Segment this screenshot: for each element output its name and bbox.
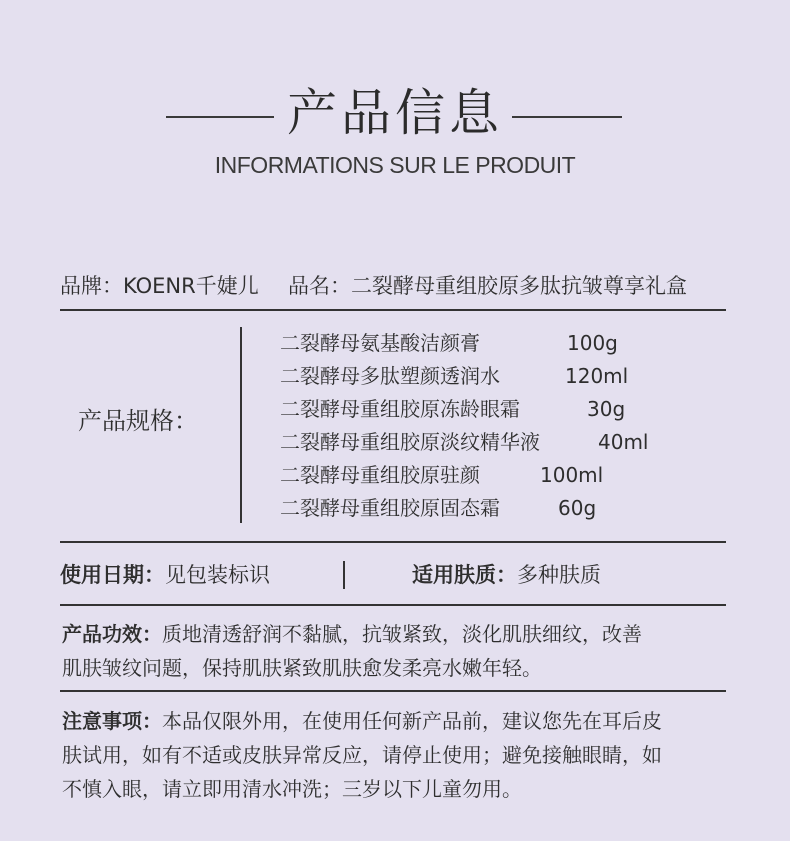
notice-line-1: 本品仅限外用，在使用任何新产品前，建议您先在耳后皮 (162, 709, 662, 733)
effect-label: 产品功效： (62, 622, 162, 646)
page-subtitle: INFORMATIONS SUR LE PRODUIT (214, 152, 576, 178)
usage-date-value: 见包装标识 (165, 563, 270, 587)
skin-type-label: 适用肤质： (412, 563, 517, 587)
brand-label: 品牌： (60, 274, 123, 298)
brand-row (60, 270, 259, 302)
spec-item (280, 327, 618, 360)
effect-line-1: 质地清透舒润不黏腻，抗皱紧致，淡化肌肤细纹，改善 (162, 622, 642, 646)
divider-2 (60, 541, 726, 543)
spec-item (280, 492, 597, 525)
product-name-label: 品名： (288, 274, 351, 298)
usage-date-row (60, 559, 270, 591)
effect-paragraph (62, 617, 742, 685)
spec-item-name: 二裂酵母重组胶原淡纹精华液 (280, 430, 540, 454)
title-right-rule (512, 116, 622, 118)
spec-item-qty: 60g (558, 496, 597, 520)
spec-item-qty: 120ml (565, 364, 629, 388)
spec-item-name: 二裂酵母重组胶原冻龄眼霜 (280, 397, 520, 421)
spec-item-name: 二裂酵母重组胶原固态霜 (280, 496, 500, 520)
divider-1 (60, 309, 726, 311)
spec-item-name: 二裂酵母重组胶原驻颜 (280, 463, 480, 487)
notice-line-2: 肤试用，如有不适或皮肤异常反应，请停止使用；避免接触眼睛，如 (62, 743, 662, 767)
spec-item (280, 393, 626, 426)
skin-type-value: 多种肤质 (517, 563, 601, 587)
product-name-value: 二裂酵母重组胶原多肽抗皱尊享礼盒 (351, 274, 687, 298)
usage-vertical-divider (343, 561, 345, 589)
skin-type-row (412, 559, 601, 591)
notice-line-3: 不慎入眼，请立即用清水冲洗；三岁以下儿童勿用。 (62, 777, 522, 801)
spec-item-qty: 30g (587, 397, 626, 421)
spec-item-name: 二裂酵母氨基酸洁颜膏 (280, 331, 480, 355)
product-name-row (288, 270, 687, 302)
divider-3 (60, 604, 726, 606)
notice-paragraph (62, 704, 742, 806)
spec-item-qty: 100g (567, 331, 618, 355)
notice-label: 注意事项： (62, 709, 162, 733)
spec-item (280, 459, 604, 492)
page-title: 产品信息 (287, 84, 503, 142)
effect-line-2: 肌肤皱纹问题，保持肌肤紧致肌肤愈发柔亮水嫩年轻。 (62, 656, 542, 680)
divider-4 (60, 690, 726, 692)
specs-label: 产品规格： (78, 407, 198, 435)
spec-item-qty: 40ml (598, 430, 649, 454)
spec-item (280, 426, 649, 459)
brand-value: KOENR千婕儿 (123, 274, 259, 298)
usage-date-label: 使用日期： (60, 563, 165, 587)
spec-item (280, 360, 629, 393)
spec-item-name: 二裂酵母多肽塑颜透润水 (280, 364, 500, 388)
specs-vertical-divider (240, 327, 242, 523)
spec-item-qty: 100ml (540, 463, 604, 487)
